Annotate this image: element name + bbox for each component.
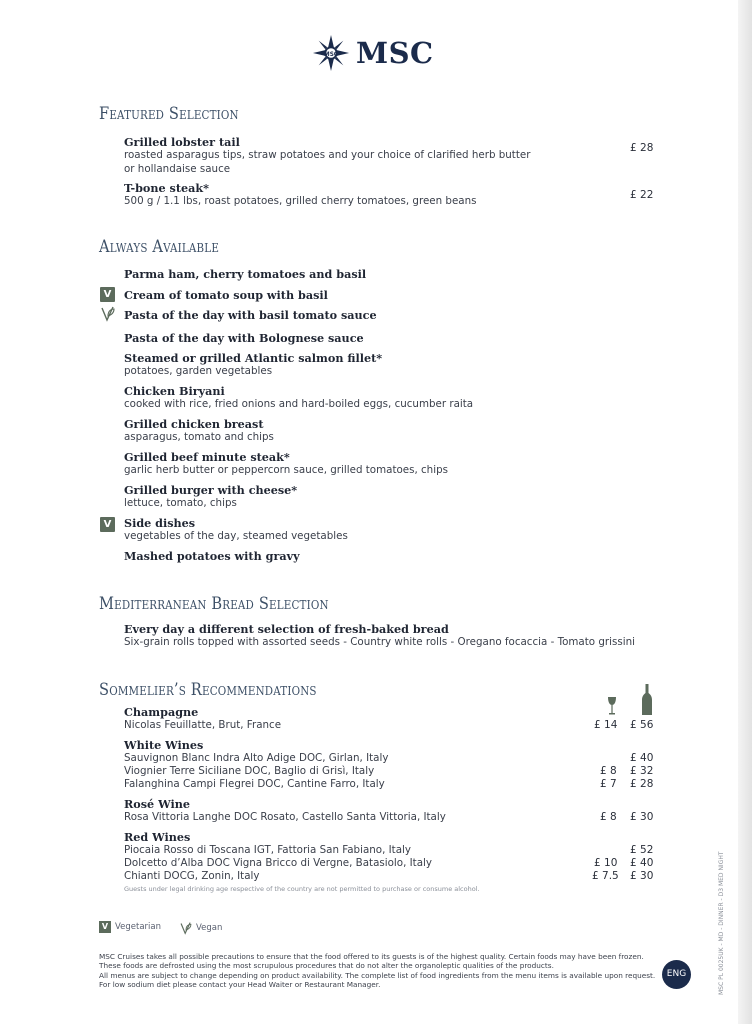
vegetarian-badge: V — [99, 921, 111, 933]
bottle-price: £ 30 — [630, 870, 654, 882]
vegan-icon — [179, 921, 193, 935]
wine-name: Nicolas Feuillatte, Brut, France — [124, 719, 282, 731]
section-title-featured: Featured Selection — [99, 104, 239, 124]
vegetarian-badge: V — [100, 287, 115, 302]
item-desc: 500 g / 1.1 lbs, roast potatoes, grilled cherry tomatoes, green beans — [124, 195, 477, 207]
menu-item — [124, 516, 644, 544]
footer-line: For low sodium diet please contact your Head Waiter or Restaurant Manager. — [99, 980, 381, 990]
legend-vegan — [179, 921, 222, 935]
msc-logo — [312, 34, 434, 72]
item-price: £ 22 — [630, 189, 654, 201]
vegetarian-badge: V — [100, 517, 115, 532]
section-title-sommelier: Sommelier’s Recommendations — [99, 680, 317, 700]
bottle-price: £ 40 — [630, 752, 654, 764]
wine-category: Red Wines — [124, 830, 191, 844]
wine-heading — [124, 830, 644, 844]
menu-item — [124, 331, 644, 345]
item-desc: roasted asparagus tips, straw potatoes and your choice of clarified herb butter — [124, 149, 531, 161]
bottle-price: £ 32 — [630, 765, 654, 777]
item-desc: asparagus, tomato and chips — [124, 431, 274, 443]
item-name: Cream of tomato soup with basil — [124, 288, 328, 302]
menu-item — [124, 450, 644, 478]
wine-category: White Wines — [124, 738, 204, 752]
footer-line: MSC Cruises takes all possible precautions to ensure that the food offered to its guests is of the highest quality. Certain foods may have been frozen. — [99, 952, 644, 961]
menu-item — [124, 622, 644, 650]
item-name: Steamed or grilled Atlantic salmon fillet* — [124, 351, 383, 365]
menu-item — [124, 135, 644, 176]
item-name: Grilled beef minute steak* — [124, 450, 290, 464]
page-edge — [738, 0, 752, 1024]
bottle-price: £ 28 — [630, 778, 654, 790]
item-desc: Six-grain rolls topped with assorted seeds - Country white rolls - Oregano focaccia - Tomato grissini — [124, 636, 635, 648]
menu-item — [124, 181, 644, 209]
legend-vegetarian — [99, 921, 161, 933]
item-desc: potatoes, garden vegetables — [124, 365, 273, 377]
section-title-bread: Mediterranean Bread Selection — [99, 594, 329, 614]
item-name: Side dishes — [124, 516, 196, 530]
item-name: Pasta of the day with basil tomato sauce — [124, 308, 377, 322]
wine-heading — [124, 705, 644, 719]
glass-price: £ 10 — [594, 857, 618, 869]
footer-line: These foods are defrosted using the most scrupulous procedures that do not alter the organoleptic qualities of the products. — [99, 961, 554, 971]
glass-price: £ 8 — [600, 811, 617, 823]
item-desc: garlic herb butter or peppercorn sauce, grilled tomatoes, chips — [124, 464, 448, 476]
bottle-price: £ 40 — [630, 857, 654, 869]
menu-item — [124, 417, 644, 445]
menu-item — [124, 267, 644, 281]
glass-price: £ 14 — [594, 719, 618, 731]
legend-label: Vegan — [196, 923, 223, 933]
item-desc: or hollandaise sauce — [124, 162, 231, 175]
wine-name: Chianti DOCG, Zonin, Italy — [124, 870, 260, 882]
glass-price: £ 7 — [600, 778, 617, 790]
menu-item — [124, 549, 644, 563]
wine-name: Rosa Vittoria Langhe DOC Rosato, Castello Santa Vittoria, Italy — [124, 811, 446, 823]
alcohol-legal-note: Guests under legal drinking age respective of the country are not permitted to purchase or consume alcohol. — [124, 885, 480, 893]
compass-rose-icon — [312, 34, 350, 72]
wine-name: Dolcetto d’Alba DOC Vigna Bricco di Vergne, Batasiolo, Italy — [124, 857, 432, 869]
wine-name: Sauvignon Blanc Indra Alto Adige DOC, Girlan, Italy — [124, 752, 389, 764]
bottle-price: £ 52 — [630, 844, 654, 856]
glass-price: £ 8 — [600, 765, 617, 777]
item-name: Grilled chicken breast — [124, 417, 264, 431]
item-name: Grilled lobster tail — [124, 135, 240, 149]
item-name: Chicken Biryani — [124, 384, 225, 398]
glass-price: £ 7.5 — [592, 870, 619, 882]
wine-name: Piocaia Rosso di Toscana IGT, Fattoria San Fabiano, Italy — [124, 844, 411, 856]
footer-disclaimer — [99, 952, 655, 990]
wine-name: Viognier Terre Siciliane DOC, Baglio di Grisì, Italy — [124, 765, 375, 777]
wine-category: Rosé Wine — [124, 797, 190, 811]
menu-item — [124, 483, 644, 511]
item-desc: vegetables of the day, steamed vegetables — [124, 530, 348, 542]
footer-line: All menus are subject to change depending on product availability. The complete list of food ingredients from the menu items is available upon request. — [99, 970, 656, 980]
item-name: Parma ham, cherry tomatoes and basil — [124, 267, 367, 281]
wine-heading — [124, 797, 644, 811]
section-title-always: Always Available — [99, 237, 220, 257]
menu-item — [124, 308, 644, 322]
item-name: Grilled burger with cheese* — [124, 483, 298, 497]
bottle-price: £ 56 — [630, 719, 654, 731]
vegan-icon — [100, 305, 116, 322]
item-desc: lettuce, tomato, chips — [124, 497, 237, 509]
document-code: MSC PL 0025UK - MD - DINNER - D3 MED NIGHT — [718, 851, 725, 995]
menu-item — [124, 288, 644, 302]
svg-text:MSC: MSC — [324, 51, 338, 58]
wine-category: Champagne — [124, 705, 199, 719]
menu-item — [124, 351, 644, 379]
item-name: Every day a different selection of fresh-baked bread — [124, 622, 449, 636]
language-badge: ENG — [662, 960, 691, 989]
bottle-price: £ 30 — [630, 811, 654, 823]
wine-name: Falanghina Campi Flegrei DOC, Cantine Farro, Italy — [124, 778, 385, 790]
wine-heading — [124, 738, 644, 752]
item-price: £ 28 — [630, 142, 654, 154]
menu-item — [124, 384, 644, 412]
legend-label: Vegetarian — [115, 922, 162, 932]
item-name: T-bone steak* — [124, 181, 209, 195]
item-name: Mashed potatoes with gravy — [124, 549, 300, 563]
item-desc: cooked with rice, fried onions and hard-boiled eggs, cucumber raita — [124, 398, 474, 410]
brand-name: MSC — [356, 36, 434, 70]
item-name: Pasta of the day with Bolognese sauce — [124, 331, 364, 345]
